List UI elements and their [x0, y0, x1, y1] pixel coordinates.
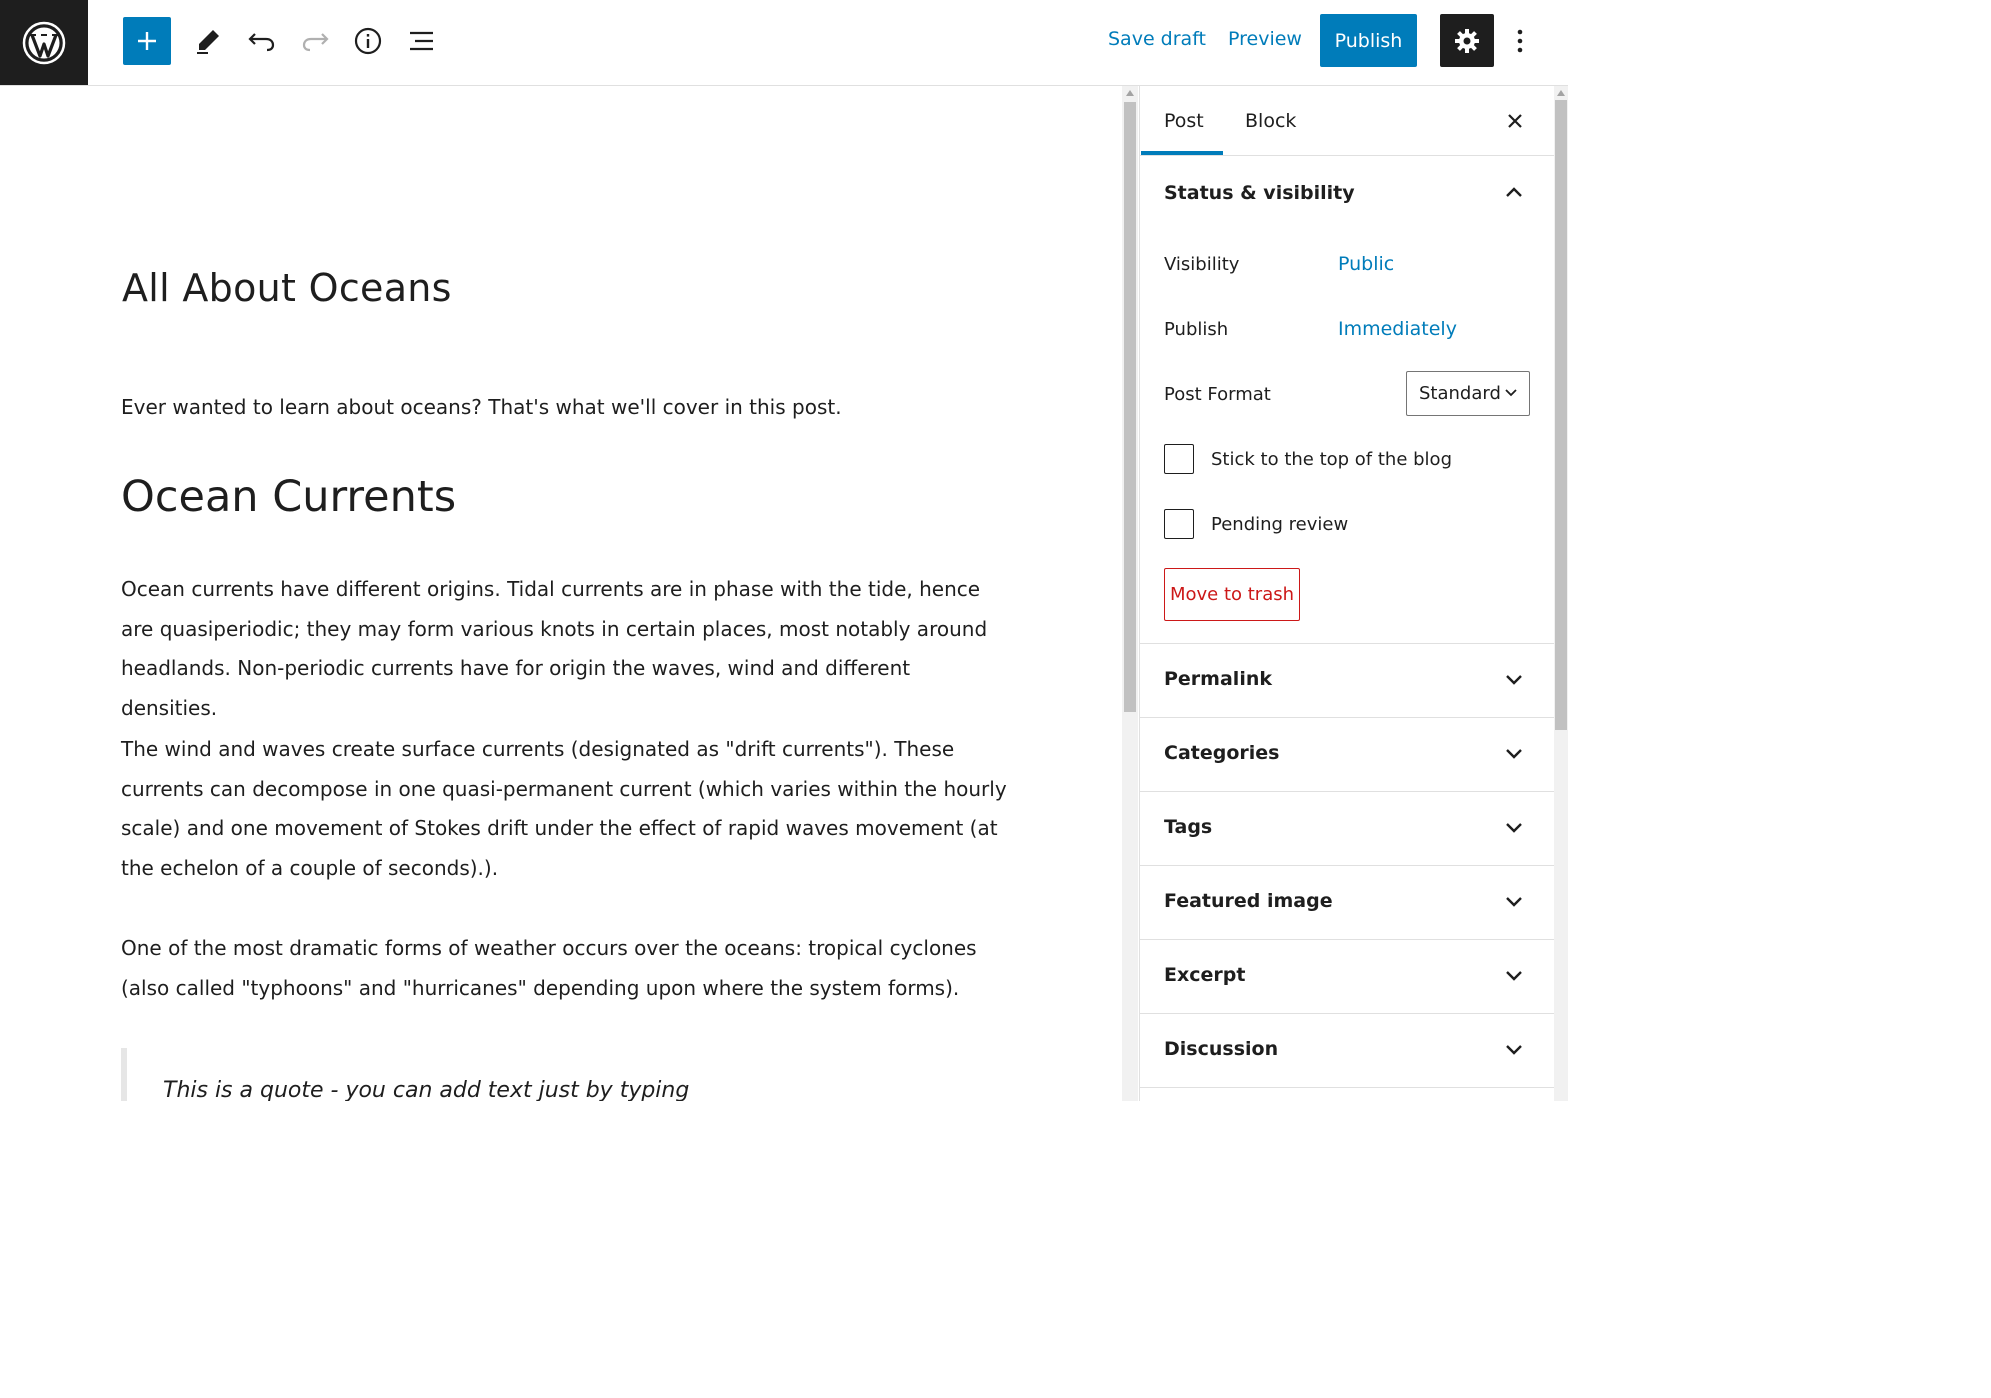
undo-button[interactable] — [238, 17, 286, 65]
tools-button[interactable] — [184, 17, 232, 65]
chevron-down-icon[interactable] — [1502, 1038, 1526, 1062]
editor-scrollbar[interactable] — [1122, 86, 1138, 1101]
chevron-down-icon[interactable] — [1502, 742, 1526, 766]
add-block-button[interactable] — [123, 17, 171, 65]
chevron-down-icon[interactable] — [1502, 668, 1526, 692]
save-draft-button[interactable]: Save draft — [1108, 28, 1206, 50]
panel-title-categories[interactable]: Categories — [1164, 742, 1280, 764]
info-icon — [353, 26, 383, 56]
visibility-toggle[interactable]: Public — [1338, 253, 1395, 275]
plus-icon — [136, 30, 158, 52]
editor-header — [0, 0, 1568, 86]
post-format-label: Post Format — [1164, 384, 1271, 405]
categories-panel[interactable] — [1140, 718, 1555, 792]
pending-review-label[interactable]: Pending review — [1211, 514, 1349, 535]
move-to-trash-button[interactable]: Move to trash — [1164, 568, 1300, 621]
more-options-button[interactable] — [1504, 18, 1536, 64]
publish-date-toggle[interactable]: Immediately — [1338, 318, 1457, 340]
scroll-up-arrow-icon[interactable] — [1557, 90, 1565, 96]
panel-title-excerpt[interactable]: Excerpt — [1164, 964, 1246, 986]
settings-button[interactable] — [1440, 14, 1494, 67]
wordpress-logo-icon — [21, 20, 67, 66]
editor-scrollbar-thumb[interactable] — [1124, 102, 1136, 712]
more-vertical-icon — [1516, 28, 1524, 54]
panel-title-permalink[interactable]: Permalink — [1164, 668, 1272, 690]
chevron-up-icon[interactable] — [1502, 180, 1526, 204]
paragraph-block[interactable]: Ocean currents have different origins. Tidal currents are in phase with the tide, hence are quasiperiodic; they may form various knots in certain places, most notably around headlands. Non-periodic currents have for origin the waves, wind and different densities. — [121, 577, 988, 720]
close-sidebar-button[interactable] — [1500, 106, 1530, 136]
chevron-down-icon[interactable] — [1502, 816, 1526, 840]
discussion-panel[interactable] — [1140, 1014, 1555, 1088]
settings-sidebar — [1139, 86, 1554, 1101]
excerpt-panel[interactable] — [1140, 940, 1555, 1014]
tab-post[interactable]: Post — [1164, 110, 1204, 132]
editor-canvas — [0, 86, 1122, 1101]
undo-icon — [247, 28, 277, 54]
panel-title-status[interactable]: Status & visibility — [1164, 182, 1355, 204]
chevron-down-icon[interactable] — [1502, 890, 1526, 914]
panel-title-tags[interactable]: Tags — [1164, 816, 1213, 838]
redo-icon — [300, 28, 330, 54]
permalink-panel[interactable] — [1140, 644, 1555, 718]
pencil-icon — [194, 27, 222, 55]
active-tab-indicator — [1141, 151, 1223, 155]
featured-image-panel[interactable] — [1140, 866, 1555, 940]
stick-to-top-checkbox[interactable] — [1164, 444, 1194, 474]
wordpress-logo[interactable] — [0, 0, 88, 85]
chevron-down-icon[interactable] — [1502, 964, 1526, 988]
sidebar-tabs — [1140, 86, 1555, 156]
paragraph-block[interactable]: One of the most dramatic forms of weather occurs over the oceans: tropical cyclones (also called "typhoons" and "hurricanes" depending upon where the system forms). — [121, 936, 977, 1000]
heading-block[interactable]: Ocean Currents — [121, 472, 457, 522]
gear-icon — [1454, 28, 1480, 54]
paragraph-block[interactable]: The wind and waves create surface currents (designated as "drift currents"). These currents can decompose in one quasi-permanent current (which varies within the hourly scale) and one movement of Stokes drift under the effect of rapid waves movement (at the echelon of a couple of seconds).). — [121, 737, 1007, 880]
list-view-icon — [407, 28, 437, 54]
pending-review-checkbox[interactable] — [1164, 509, 1194, 539]
sidebar-scrollbar-thumb[interactable] — [1555, 100, 1567, 730]
post-format-value: Standard — [1419, 383, 1501, 404]
list-view-button[interactable] — [398, 17, 446, 65]
sidebar-scrollbar[interactable] — [1554, 86, 1568, 1101]
post-format-select[interactable] — [1406, 371, 1530, 416]
panel-title-featured-image[interactable]: Featured image — [1164, 890, 1333, 912]
status-visibility-panel — [1140, 156, 1555, 644]
quote-block[interactable] — [121, 1048, 1021, 1101]
panel-title-discussion[interactable]: Discussion — [1164, 1038, 1279, 1060]
redo-button[interactable] — [291, 17, 339, 65]
tags-panel[interactable] — [1140, 792, 1555, 866]
close-icon — [1506, 112, 1524, 130]
visibility-label: Visibility — [1164, 254, 1240, 275]
publish-button[interactable]: Publish — [1320, 14, 1417, 67]
preview-button[interactable]: Preview — [1228, 28, 1302, 50]
publish-label: Publish — [1164, 319, 1229, 340]
paragraph-block[interactable]: Ever wanted to learn about oceans? That's what we'll cover in this post. — [121, 395, 842, 419]
chevron-down-icon — [1505, 387, 1517, 397]
stick-to-top-label[interactable]: Stick to the top of the blog — [1211, 449, 1452, 470]
quote-text[interactable]: This is a quote - you can add text just by typing — [163, 1078, 690, 1101]
scroll-up-arrow-icon[interactable] — [1126, 90, 1134, 96]
post-title[interactable]: All About Oceans — [122, 266, 452, 310]
details-button[interactable] — [344, 17, 392, 65]
tab-block[interactable]: Block — [1245, 110, 1297, 132]
